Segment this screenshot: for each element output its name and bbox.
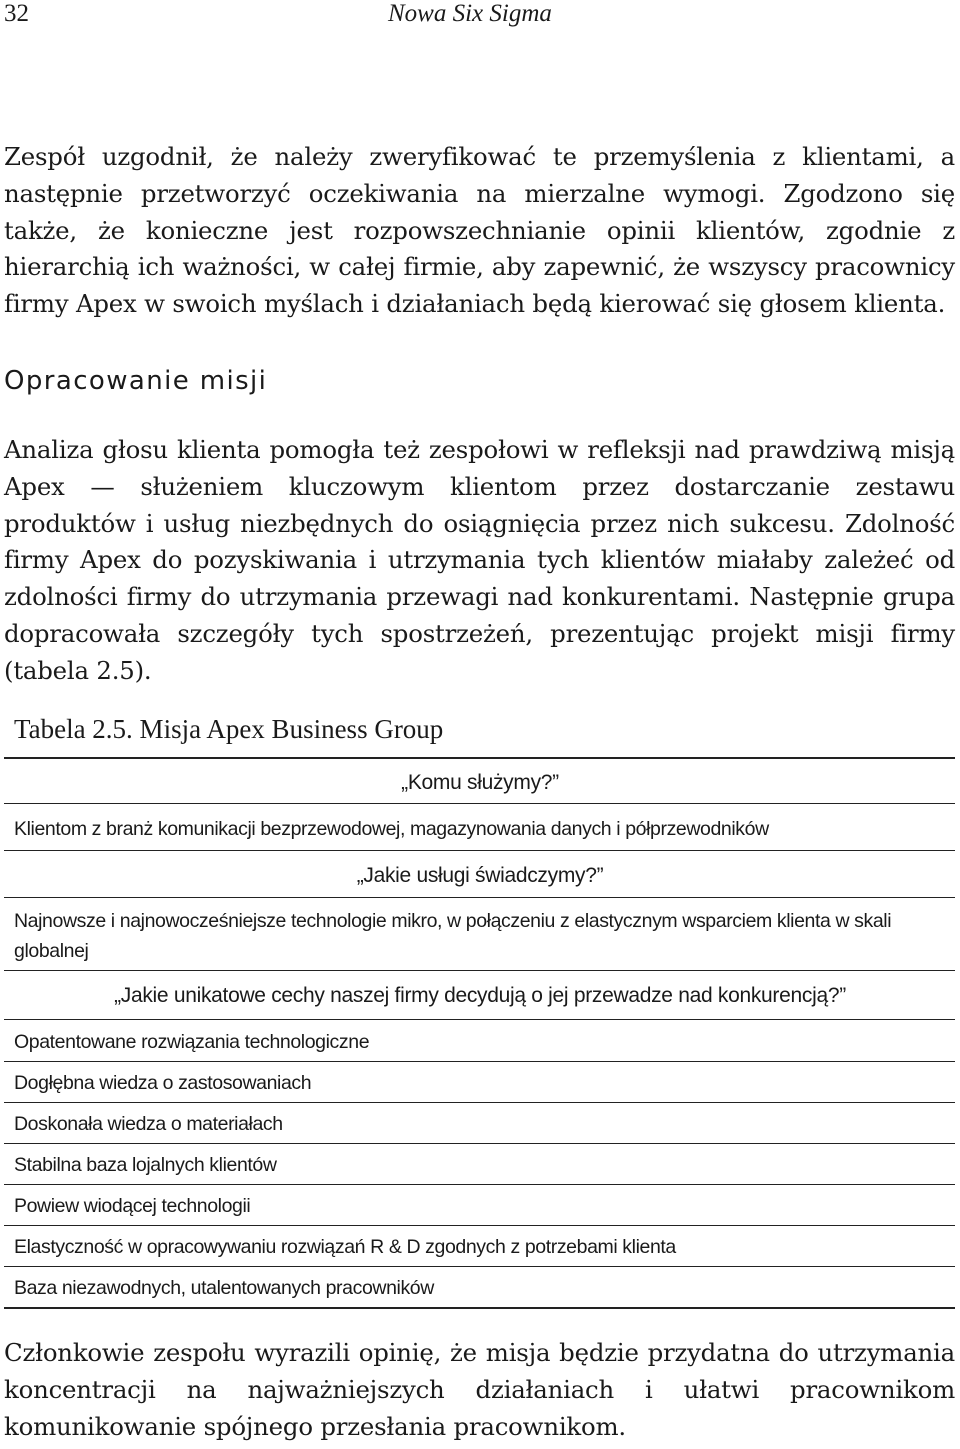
table-row: Elastyczność w opracowywaniu rozwiązań R & D zgodnych z potrzebami klienta	[14, 1236, 676, 1258]
table-rule	[4, 850, 955, 851]
table-cell: Klientom z branż komunikacji bezprzewodowej, magazynowania danych i półprzewodników	[14, 818, 769, 840]
running-head	[0, 0, 960, 30]
table-top-rule	[4, 757, 955, 759]
table-row: Powiew wiodącej technologii	[14, 1195, 251, 1217]
table-bottom-rule	[4, 1307, 955, 1309]
table-rule	[4, 1225, 955, 1226]
page-number: 32	[4, 0, 29, 27]
table-caption: Tabela 2.5. Misja Apex Business Group	[14, 714, 444, 744]
table-rule	[4, 970, 955, 971]
table-question: „Jakie usługi świadczymy?”	[356, 864, 604, 887]
table-rule	[4, 1143, 955, 1144]
table-cell: Najnowsze i najnowocześniejsze technologie mikro, w połączeniu z elastycznym wsparciem klienta w skali globalnej	[14, 910, 892, 962]
table-rule	[4, 1184, 955, 1185]
body-paragraph: Zespół uzgodnił, że należy zweryfikować te przemyślenia z klientami, a następnie przetworzyć oczekiwania na mierzalne wymogi. Zgodzono się także, że konieczne jest rozpowszechnianie opinii klientów, zgodnie z hierarchią ich ważności, w całej firmie, aby zapewnić, że wszyscy pracownicy firmy Apex w swoich myślach i działaniach będą kierować się głosem klienta.	[4, 142, 955, 319]
table-row: Dogłębna wiedza o zastosowaniach	[14, 1072, 312, 1094]
table-rule	[4, 1061, 955, 1062]
table-row: Stabilna baza lojalnych klientów	[14, 1154, 277, 1176]
table-rule	[4, 1266, 955, 1267]
table-rule	[4, 803, 955, 804]
table-rule	[4, 1102, 955, 1103]
table-row: Doskonała wiedza o materiałach	[14, 1113, 283, 1135]
table-row: Baza niezawodnych, utalentowanych pracowników	[14, 1277, 434, 1299]
table-question: „Jakie unikatowe cechy naszej firmy decydują o jej przewadze nad konkurencją?”	[114, 984, 846, 1007]
table-question: „Komu służymy?”	[401, 771, 559, 794]
running-title: Nowa Six Sigma	[388, 0, 552, 27]
body-paragraph: Analiza głosu klienta pomogła też zespołowi w refleksji nad prawdziwą misją Apex — służeniem kluczowym klientom przez dostarczanie zestawu produktów i usług niezbędnych do osiągnięcia przez nich sukcesu. Zdolność firmy Apex do pozyskiwania i utrzymania tych klientów miałaby zależeć od zdolności firmy do utrzymania przewagi nad konkurentami. Następnie grupa dopracowała szczegóły tych spostrzeżeń, prezentując projekt misji firmy (tabela 2.5).	[4, 435, 955, 685]
body-paragraph: Członkowie zespołu wyrazili opinię, że misja będzie przydatna do utrzymania koncentracji na najważniejszych działaniach i ułatwi pracownikom komunikowanie spójnego przesłania pracownikom.	[4, 1338, 955, 1441]
table-row: Opatentowane rozwiązania technologiczne	[14, 1031, 370, 1053]
table-rule	[4, 1019, 955, 1020]
section-heading: Opracowanie misji	[4, 366, 268, 396]
table-rule	[4, 897, 955, 898]
